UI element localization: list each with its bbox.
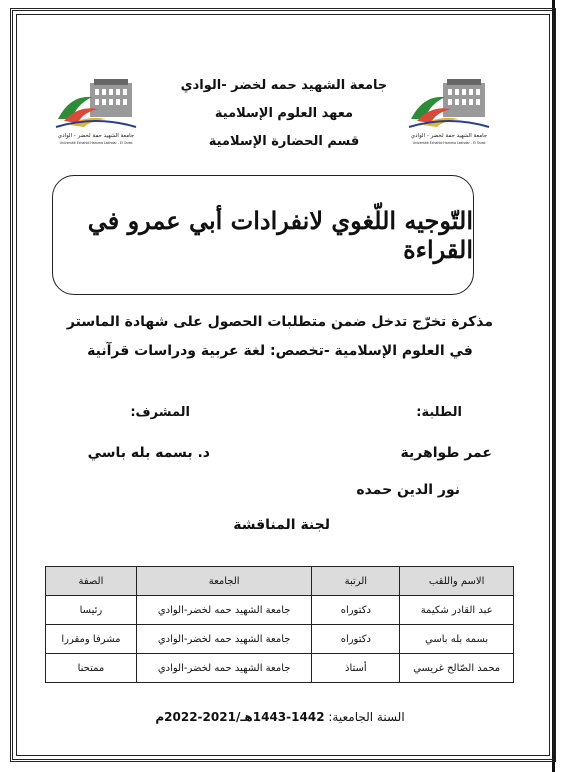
column-header-university: الجامعة: [136, 567, 312, 596]
member-name: محمد الصّالح غريسي: [400, 654, 514, 683]
member-role: مشرفا ومقررا: [46, 625, 137, 654]
supervisor-label: المشرف:: [130, 405, 190, 420]
committee-heading: لجنة المناقشة: [233, 517, 330, 533]
member-rank: أستاذ: [312, 654, 400, 683]
member-name: بسمه بله باسي: [400, 625, 514, 654]
students-label: الطلبة:: [416, 405, 462, 420]
committee-table-header: [46, 567, 514, 596]
logo-text-arabic: جامعة الشهيد حمة لخضر - الوادي: [57, 133, 135, 139]
thesis-title: التّوجيه اللّغوي لانفرادات أبي عمرو في القراءة: [87, 206, 473, 264]
student-name-1: عمر طواهرية: [400, 445, 492, 461]
column-header-rank: الرتبة: [312, 567, 400, 596]
logo-text-english: Université Echahid Hamma Lakhdar - El Oued: [59, 141, 133, 145]
table-row: [46, 654, 514, 683]
thesis-description-line-2: في العلوم الإسلامية -تخصص: لغة عربية ودراسات قرآنية: [87, 343, 473, 359]
member-rank: دكتوراه: [312, 625, 400, 654]
logo-text-english: Université Echahid Hamma Lakhdar - El Oued: [412, 141, 486, 145]
member-university: جامعة الشهيد حمه لخضر-الوادي: [136, 596, 312, 625]
academic-year-label: السنة الجامعية:: [328, 710, 405, 724]
institution-header: [0, 72, 568, 156]
table-row: [46, 625, 514, 654]
member-role: رئيسا: [46, 596, 137, 625]
table-row: [46, 596, 514, 625]
thesis-description-line-1: مذكرة تخرّج تدخل ضمن متطلبات الحصول على شهادة الماستر: [66, 314, 494, 330]
institute-name: معهد العلوم الإسلامية: [214, 106, 354, 121]
column-header-name: الاسم واللقب: [400, 567, 514, 596]
member-rank: دكتوراه: [312, 596, 400, 625]
supervisor-name: د. بسمه بله باسي: [87, 445, 210, 461]
university-name: جامعة الشهيد حمه لخضر -الوادي: [180, 78, 388, 93]
member-role: ممتحنا: [46, 654, 137, 683]
department-name: قسم الحضارة الإسلامية: [208, 134, 360, 149]
column-header-role: الصفة: [46, 567, 137, 596]
member-university: جامعة الشهيد حمه لخضر-الوادي: [136, 654, 312, 683]
thesis-title-box: [52, 175, 474, 295]
academic-year: [130, 710, 430, 724]
student-name-2: نور الدين حمده: [356, 482, 460, 498]
logo-text-arabic: جامعة الشهيد حمة لخضر - الوادي: [410, 133, 488, 139]
member-university: جامعة الشهيد حمه لخضر-الوادي: [136, 625, 312, 654]
member-name: عبد القادر شكيمة: [400, 596, 514, 625]
academic-year-value: 1442-1443هـ/2021-2022م: [155, 710, 325, 724]
committee-table: [45, 566, 514, 683]
